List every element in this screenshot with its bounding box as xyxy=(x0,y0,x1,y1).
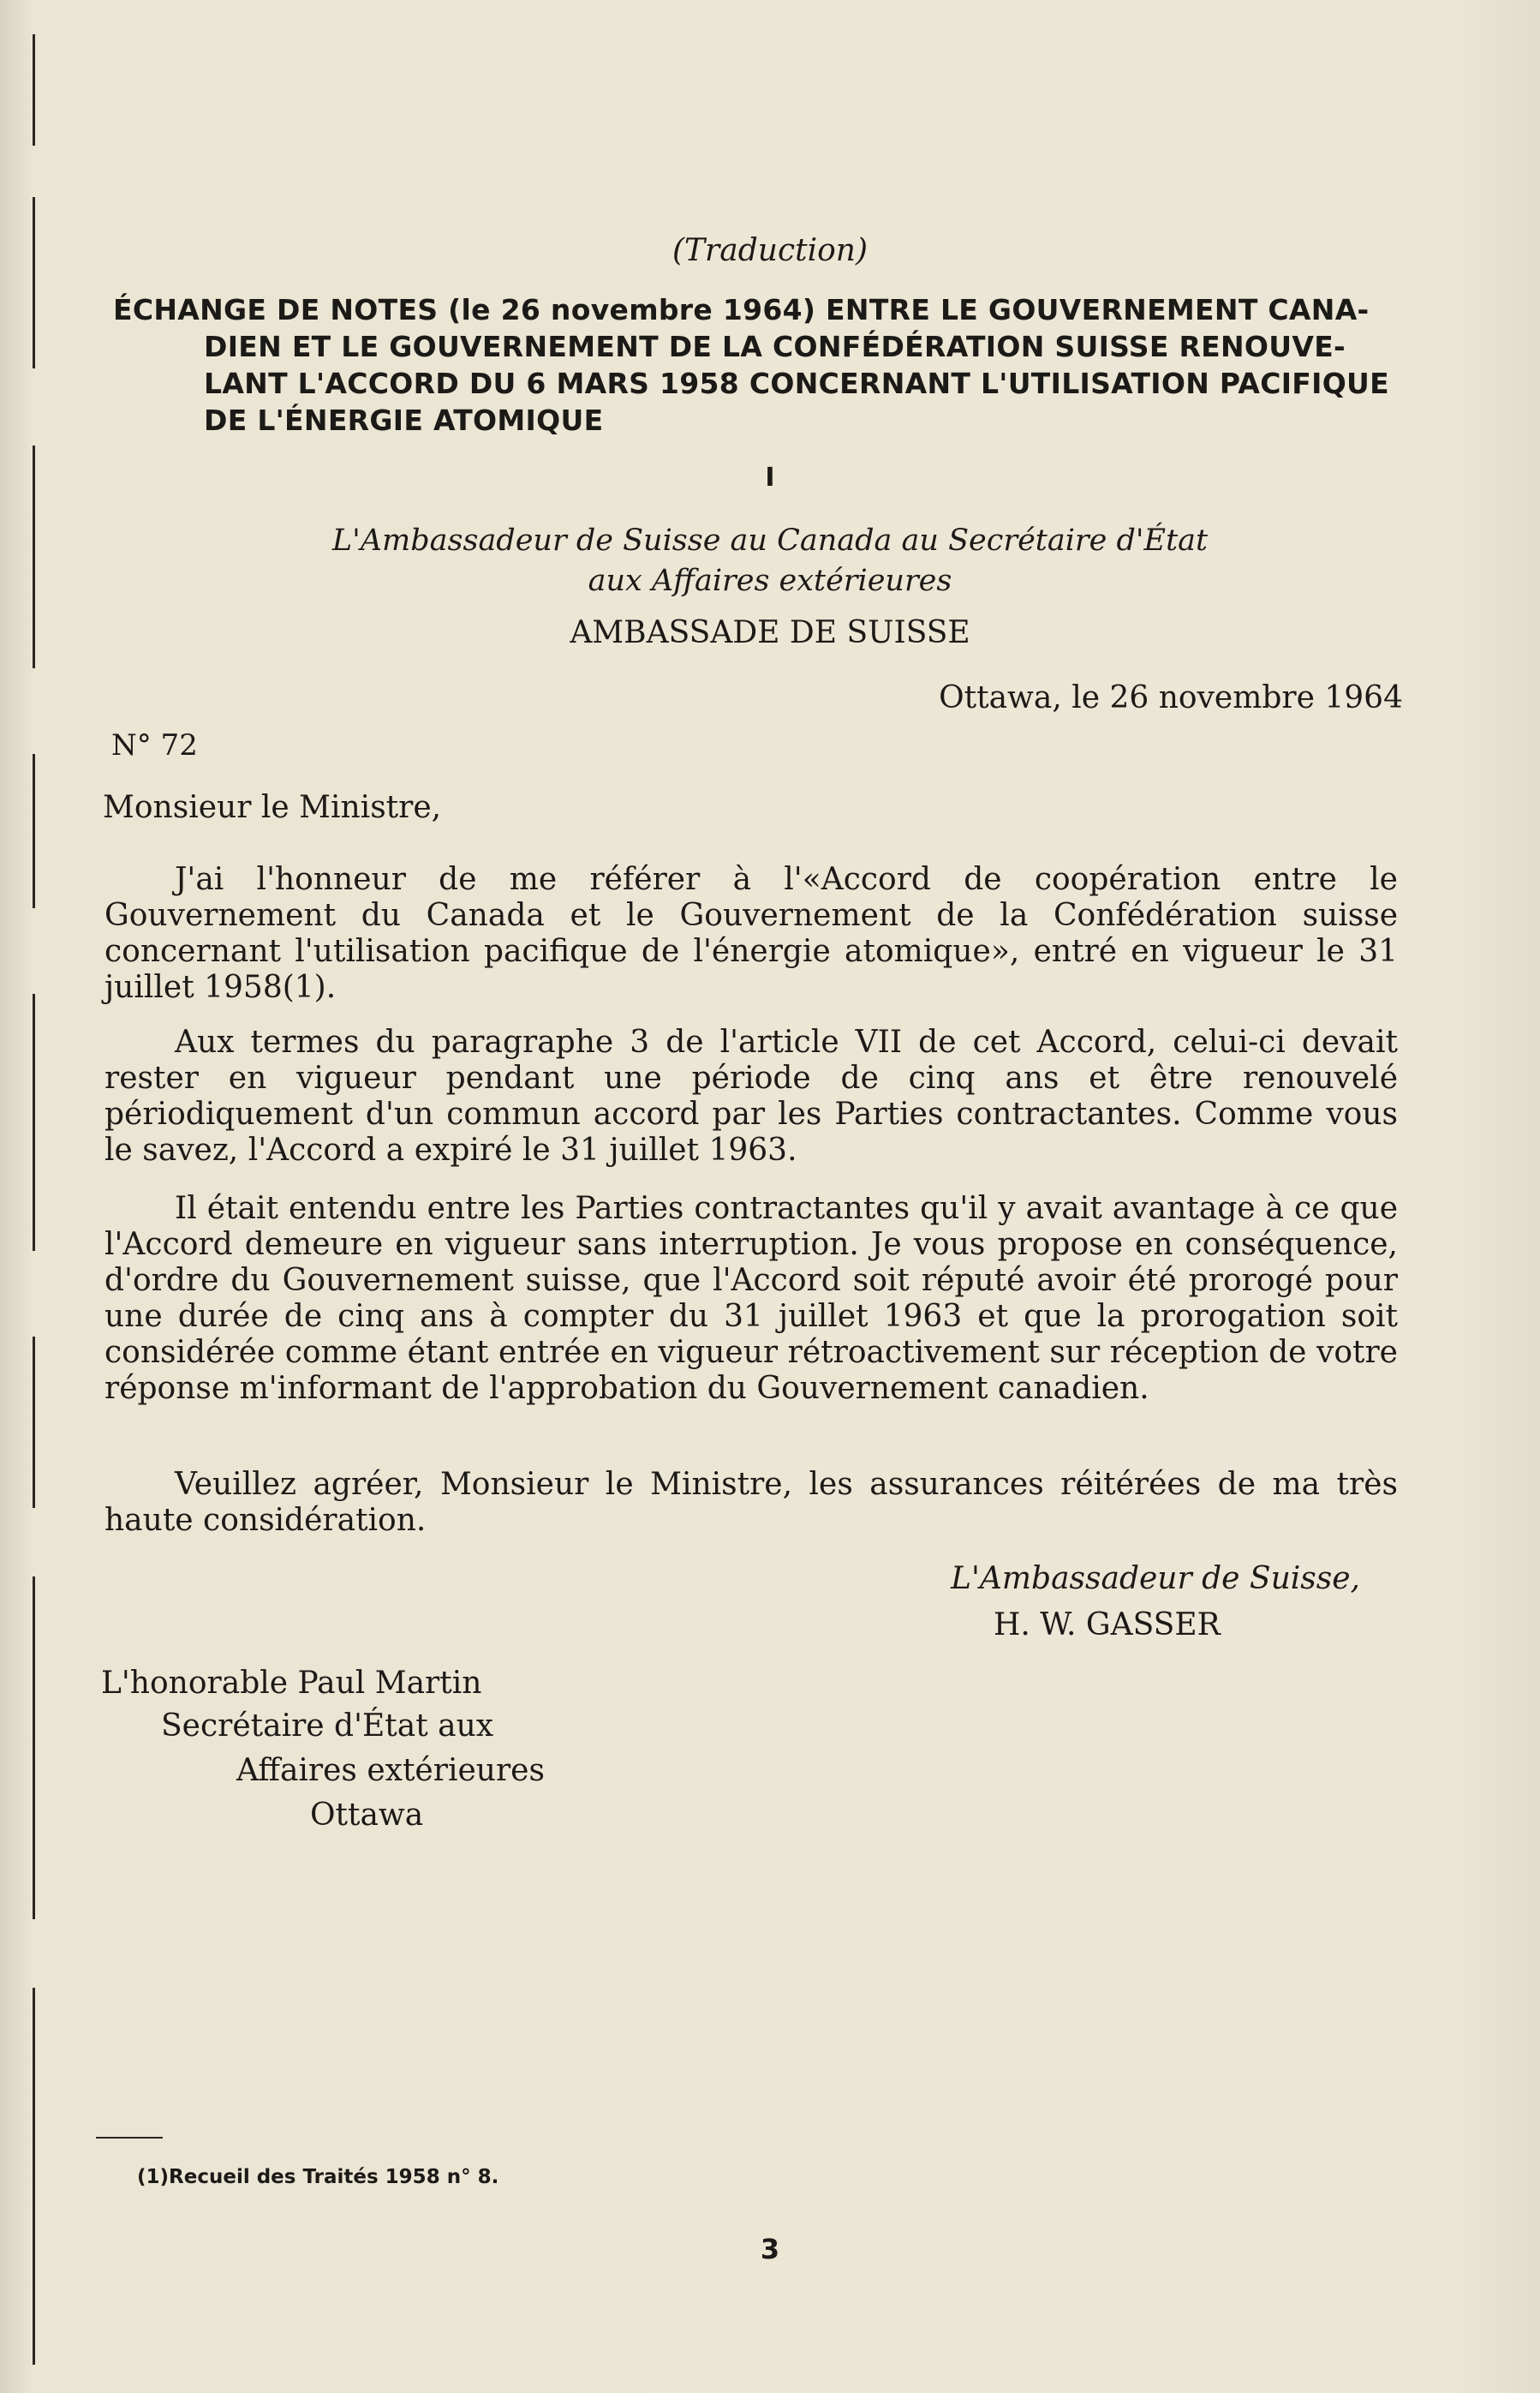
addressee-line: L'honorable Paul Martin xyxy=(101,1666,482,1701)
letterhead: AMBASSADE DE SUISSE xyxy=(570,615,970,650)
sender-heading xyxy=(0,521,1540,601)
sender-line-1: L'Ambassadeur de Suisse au Canada au Secrétaire d'État xyxy=(331,523,1209,558)
note-number: N° 72 xyxy=(111,728,198,763)
signature-title: L'Ambassadeur de Suisse, xyxy=(951,1561,1360,1596)
binding-edge xyxy=(33,1576,35,1919)
section-number: I xyxy=(765,463,775,493)
translation-label: (Traduction) xyxy=(672,233,868,268)
binding-edge xyxy=(33,1337,35,1508)
binding-edge xyxy=(33,994,35,1251)
sender-line-2: aux Affaires extérieures xyxy=(588,564,952,598)
binding-edge xyxy=(33,1988,35,2365)
addressee-line: Affaires extérieures xyxy=(236,1753,545,1788)
place-date: Ottawa, le 26 novembre 1964 xyxy=(939,680,1403,715)
salutation: Monsieur le Ministre, xyxy=(103,790,442,825)
paragraph: J'ai l'honneur de me référer à l'«Accord de coopération entre le Gouvernement du Canada et le Gouvernement de la Confédération suisse concernant l'utilisation pacifique de l'énergie atomique», entré en vigueur le 31 juillet 1958(1). xyxy=(104,862,1398,1005)
footnote: (1)Recueil des Traités 1958 n° 8. xyxy=(137,2166,499,2188)
title-line-rest: DIEN ET LE GOUVERNEMENT DE LA CONFÉDÉRATION SUISSE RENOUVE- LANT L'ACCORD DU 6 MARS 1958 CONCERNANT L'UTILISATION PACIFIQUE DE L'ÉNERGIE ATOMIQUE xyxy=(204,330,1390,437)
paragraph: Veuillez agréer, Monsieur le Ministre, les assurances réitérées de ma très haute considération. xyxy=(104,1467,1398,1538)
binding-edge xyxy=(33,34,35,146)
paragraph: Il était entendu entre les Parties contractantes qu'il y avait avantage à ce que l'Accord demeure en vigueur sans interruption. Je vous propose en conséquence, d'ordre du Gouvernement suisse, que l'Accord soit réputé avoir été prorogé pour une durée de cinq ans à compter du 31 juillet 1963 et que la prorogation soit considérée comme étant entrée en vigueur rétroactivement sur réception de votre réponse m'informant de l'approbation du Gouvernement canadien. xyxy=(104,1191,1398,1406)
signature-name: H. W. GASSER xyxy=(994,1607,1221,1642)
page-number: 3 xyxy=(760,2233,780,2265)
addressee-line: Secrétaire d'État aux xyxy=(161,1708,494,1744)
title-line-first: ÉCHANGE DE NOTES (le 26 novembre 1964) ENTRE LE GOUVERNEMENT CANA- xyxy=(113,293,1370,326)
binding-edge xyxy=(33,197,35,368)
document-title xyxy=(113,291,1408,439)
paragraph: Aux termes du paragraphe 3 de l'article VII de cet Accord, celui-ci devait rester en vigueur pendant une période de cinq ans et être renouvelé périodiquement d'un commun accord par les Parties contractantes. Comme vous le savez, l'Accord a expiré le 31 juillet 1963. xyxy=(104,1025,1398,1168)
footnote-rule xyxy=(96,2137,163,2139)
binding-edge xyxy=(33,754,35,908)
addressee-line: Ottawa xyxy=(310,1798,424,1833)
